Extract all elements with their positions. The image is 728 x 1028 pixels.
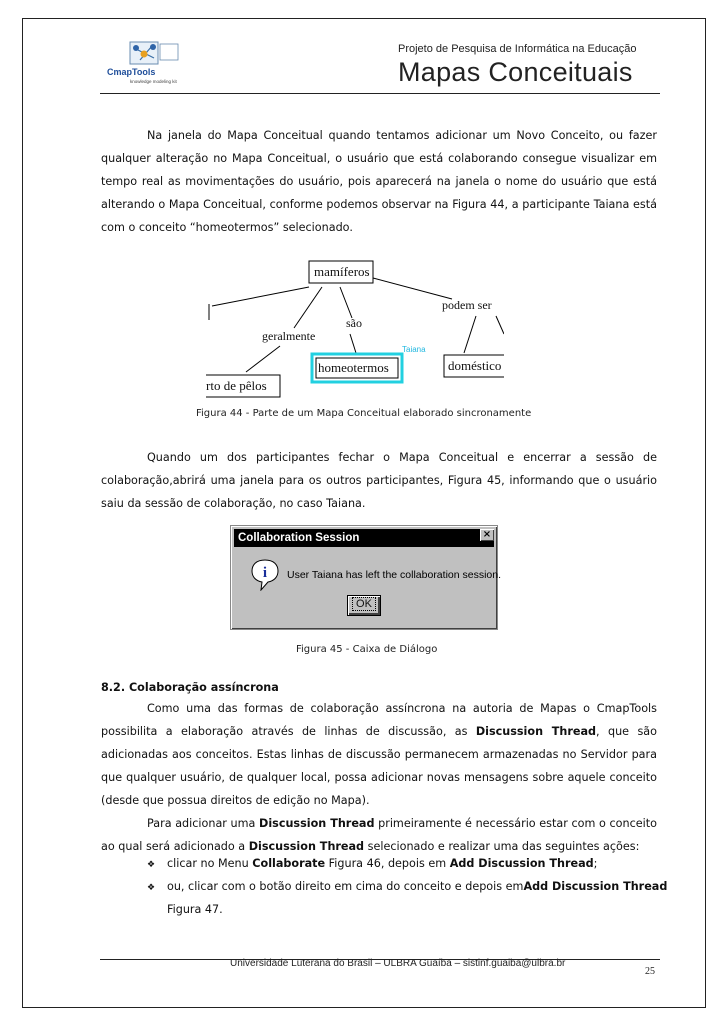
logo-name: CmapTools xyxy=(107,67,156,77)
concept-pelos: rto de pêlos xyxy=(206,378,267,393)
page-number: 25 xyxy=(645,966,655,977)
diamond-bullet-icon: ❖ xyxy=(147,860,156,870)
figure-45-caption: Figura 45 - Caixa de Diálogo xyxy=(296,644,438,655)
logo-sub: knowledge modeling kit xyxy=(130,79,177,84)
cmaptools-logo xyxy=(104,38,186,96)
concept-mamiferos: mamíferos xyxy=(314,264,370,279)
concept-map-figure xyxy=(206,254,504,402)
figure-44-caption: Figura 44 - Parte de um Mapa Conceitual elaborado sincronamente xyxy=(196,408,532,419)
ok-button[interactable]: OK xyxy=(347,595,381,616)
link-line-geralmente xyxy=(294,287,322,328)
section-heading: 8.2. Colaboração assíncrona xyxy=(101,681,279,694)
link-line-left xyxy=(212,287,309,306)
concept-domesticos: doméstico xyxy=(448,358,502,373)
user-label-taiana: Taiana xyxy=(402,345,426,354)
concept-homeotermos: homeotermos xyxy=(318,360,389,375)
link-line-podem xyxy=(373,278,452,299)
svg-text:i: i xyxy=(262,565,268,581)
project-name: Projeto de Pesquisa de Informática na Educação xyxy=(398,43,637,55)
paragraph-2: Quando um dos participantes fechar o Mapa Conceitual e encerrar a sessão de colaboração,abrirá uma janela para os outros participantes, Figura 45, informando que o usuário saiu da sessão de colaboração, no caso Taiana. xyxy=(101,451,657,510)
close-icon[interactable]: × xyxy=(480,529,494,541)
paragraph-3: Como uma das formas de colaboração assíncrona na autoria de Mapas o CmapTools possibilita a elaboração através de linhas de discussão, as Discussion Thread, que são adicionadas aos conceitos. Estas linhas de discussão permanecem armazenadas no Servidor para que qualquer usuário, de qualquer local, possa adicionar novas mensagens sobre aquele conceito (desde que possua direitos de edição no Mapa). Para adicionar uma Discussion Thread primeiramente é necessário estar com o conceito ao qual será adicionado a Discussion Thread selecionado e realizar uma das seguintes ações: xyxy=(101,702,657,853)
link-geralmente: geralmente xyxy=(262,329,316,343)
link-line-homeo xyxy=(350,334,356,353)
link-sao: são xyxy=(346,316,362,330)
link-line-dom xyxy=(464,316,476,353)
link-line-pelos xyxy=(246,346,280,372)
header-rule xyxy=(100,93,660,94)
dialog-title: Collaboration Session xyxy=(234,529,494,547)
diamond-bullet-icon: ❖ xyxy=(147,883,156,893)
info-icon xyxy=(251,559,279,591)
dialog-message: User Taiana has left the collaboration session. xyxy=(287,569,502,581)
link-podem-ser: podem ser xyxy=(442,298,492,312)
collaboration-dialog xyxy=(230,525,502,630)
paragraph-1: Na janela do Mapa Conceitual quando tentamos adicionar um Novo Conceito, ou fazer qualquer alteração no Mapa Conceitual, o usuário que está colaborando consegue visualizar em tempo real as movimentações do usuário, pois aparecerá na janela o nome do usuário que está alterando o Mapa Conceitual, conforme podemos observar na Figura 44, a participante Taiana está com o conceito “homeotermos” selecionado. xyxy=(101,129,657,234)
page-title: Mapas Conceituais xyxy=(398,57,633,87)
footer-text: Universidade Luterana do Brasil – ULBRA Guaíba – sistinf.guaiba@ulbra.br xyxy=(230,958,566,969)
link-line-sao xyxy=(340,287,352,318)
